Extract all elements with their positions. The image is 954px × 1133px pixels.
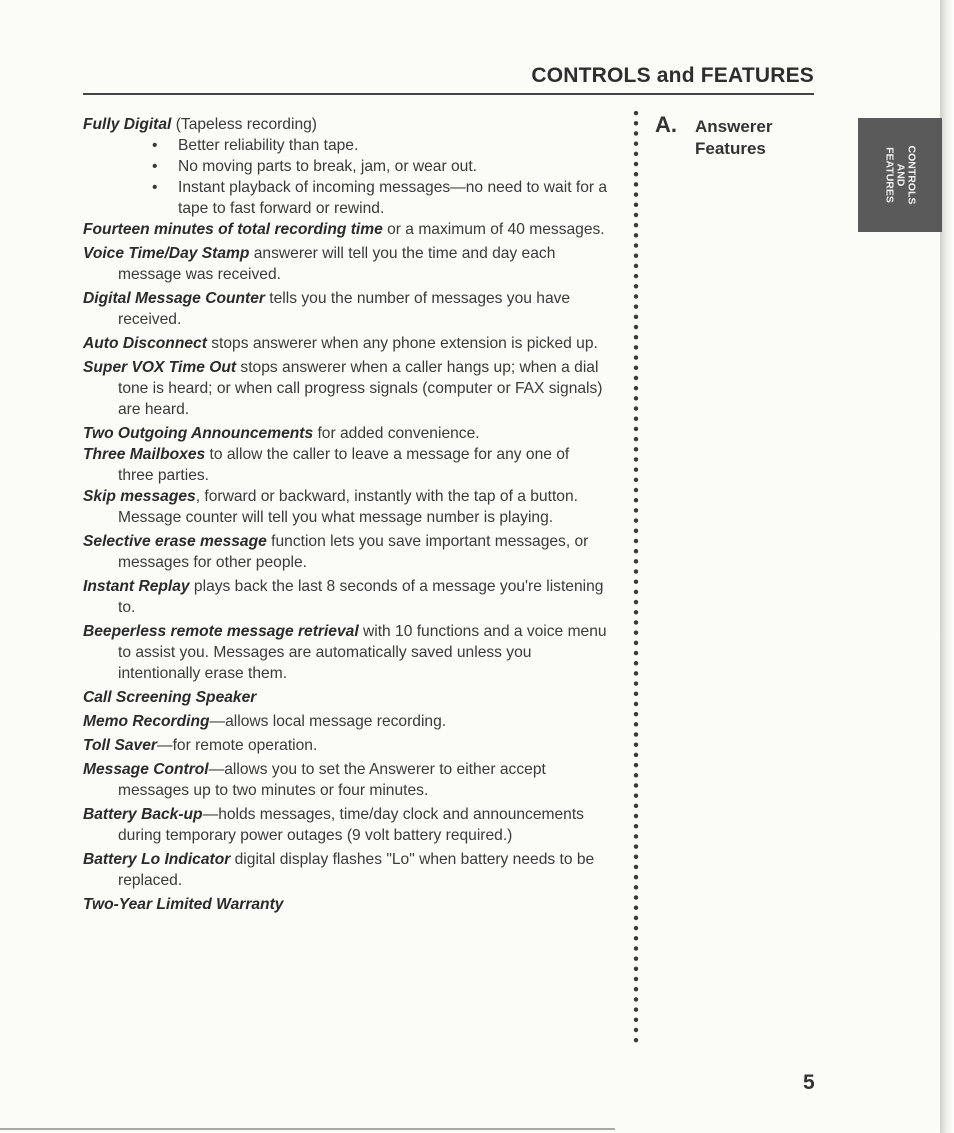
- feature-description: —for remote operation.: [156, 737, 318, 754]
- feature-item: [83, 804, 608, 846]
- feature-name: Voice Time/Day Stamp: [83, 245, 250, 262]
- feature-item: [83, 219, 608, 240]
- bullet-list: [118, 135, 608, 219]
- feature-item: [83, 288, 608, 330]
- feature-name: Selective erase message: [83, 533, 267, 550]
- feature-description: plays back the last 8 seconds of a message you're listening to.: [118, 578, 604, 616]
- feature-item: [83, 759, 608, 801]
- feature-description: with 10 functions and a voice menu to assist you. Messages are automatically saved unless you intentionally erase them.: [118, 623, 607, 682]
- feature-description: —holds messages, time/day clock and announcements during temporary power outages (9 volt battery required.): [118, 806, 584, 844]
- feature-item: [83, 333, 608, 354]
- chapter-tab-label: [884, 146, 917, 205]
- feature-description: answerer will tell you the time and day each message was received.: [118, 245, 556, 283]
- section-heading-line: Answerer: [695, 117, 773, 136]
- feature-item: [83, 894, 608, 915]
- feature-item: [83, 849, 608, 891]
- dotted-separator: [633, 108, 639, 1048]
- feature-item: [83, 243, 608, 285]
- feature-name: Auto Disconnect: [83, 335, 207, 352]
- feature-item: [83, 423, 608, 444]
- feature-description: (Tapeless recording): [171, 116, 317, 133]
- bullet-item: • No moving parts to break, jam, or wear out.: [152, 156, 608, 177]
- feature-list: [83, 114, 608, 918]
- section-heading-line: Features: [695, 139, 766, 158]
- page-number: 5: [803, 1071, 815, 1094]
- feature-name: Skip messages: [83, 488, 196, 505]
- feature-name: Beeperless remote message retrieval: [83, 623, 359, 640]
- feature-description: tells you the number of messages you have received.: [118, 290, 571, 328]
- chapter-tab-line: CONTROLS: [905, 145, 918, 205]
- feature-description: function lets you save important messages, or messages for other people.: [118, 533, 589, 571]
- title-divider: [83, 93, 814, 95]
- feature-name: Fourteen minutes of total recording time: [83, 221, 383, 238]
- bottom-edge-line: [0, 1128, 615, 1130]
- feature-description: stops answerer when a caller hangs up; when a dial tone is heard; or when call progress signals (computer or FAX signals) are heard.: [118, 359, 603, 418]
- bullet-item: • Better reliability than tape.: [152, 135, 608, 156]
- feature-description: to allow the caller to leave a message for any one of three parties.: [118, 446, 570, 484]
- bullet-item: • Instant playback of incoming messages—no need to wait for a tape to fast forward or rewind.: [152, 177, 608, 219]
- section-letter: A.: [655, 112, 677, 137]
- feature-item: [83, 687, 608, 708]
- feature-item: [83, 735, 608, 756]
- feature-item: [83, 114, 608, 219]
- feature-item: [83, 621, 608, 684]
- feature-name: Fully Digital: [83, 116, 172, 133]
- feature-description: for added convenience.: [313, 425, 480, 442]
- feature-name: Toll Saver: [83, 737, 157, 754]
- feature-name: Three Mailboxes: [83, 446, 206, 463]
- feature-item: [83, 531, 608, 573]
- feature-item: [83, 357, 608, 420]
- feature-name: Digital Message Counter: [83, 290, 265, 307]
- feature-name: Instant Replay: [83, 578, 190, 595]
- feature-description: —allows local message recording.: [209, 713, 447, 730]
- feature-name: Two-Year Limited Warranty: [83, 896, 284, 913]
- feature-item: [83, 444, 608, 486]
- feature-item: [83, 711, 608, 732]
- feature-description: or a maximum of 40 messages.: [382, 221, 605, 238]
- feature-description: digital display flashes "Lo" when battery needs to be replaced.: [118, 851, 595, 889]
- feature-item: [83, 486, 608, 528]
- feature-description: —allows you to set the Answerer to either accept messages up to two minutes or four minutes.: [118, 761, 546, 799]
- feature-name: Battery Back-up: [83, 806, 203, 823]
- chapter-tab: [858, 118, 942, 232]
- page-title: CONTROLS and FEATURES: [531, 64, 814, 87]
- feature-description: , forward or backward, instantly with the tap of a button. Message counter will tell you what message number is playing.: [118, 488, 578, 526]
- section-heading: [695, 116, 815, 160]
- chapter-tab-line: AND: [894, 163, 907, 187]
- feature-item: [83, 576, 608, 618]
- feature-description: stops answerer when any phone extension is picked up.: [206, 335, 598, 352]
- feature-name: Call Screening Speaker: [83, 689, 257, 706]
- page-edge-shadow: [940, 0, 954, 1133]
- feature-name: Memo Recording: [83, 713, 210, 730]
- chapter-tab-line: FEATURES: [883, 147, 896, 203]
- feature-name: Two Outgoing Announcements: [83, 425, 314, 442]
- feature-name: Battery Lo Indicator: [83, 851, 231, 868]
- feature-name: Message Control: [83, 761, 209, 778]
- feature-name: Super VOX Time Out: [83, 359, 237, 376]
